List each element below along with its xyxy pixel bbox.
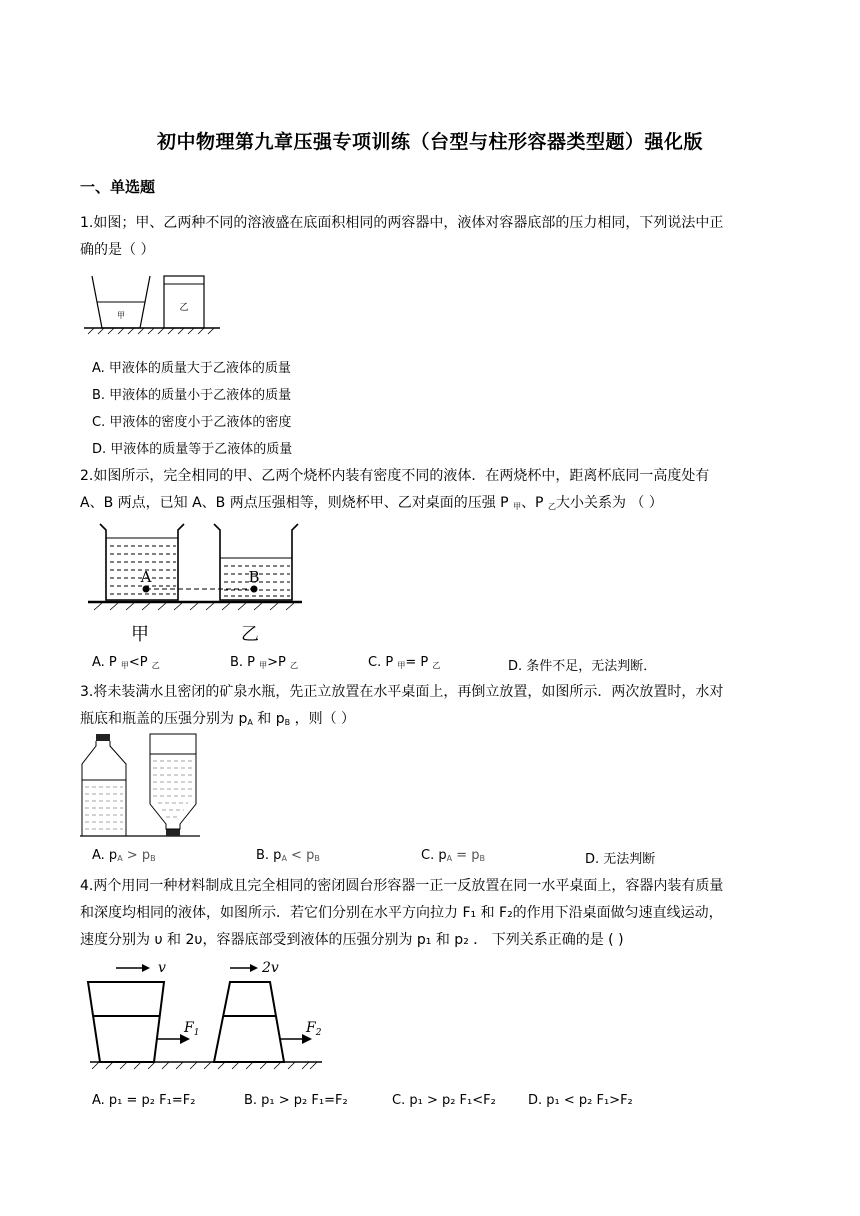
q2-option-a[interactable]: A. P $_甲$<P $_乙$ (92, 655, 160, 670)
q2-option-c[interactable]: C. P $_甲$= P $_乙$ (368, 655, 441, 670)
q4-figure (84, 958, 330, 1070)
q4-option-a[interactable]: A. p₁ = p₂ F₁=F₂ (92, 1093, 196, 1108)
q4-stem-line2: 和深度均相同的液体，如图所示．若它们分别在水平方向拉力 F₁ 和 F₂的作用下沿桌面做匀速直线运动， (80, 905, 723, 921)
q2-sub-yi: 乙 (547, 502, 556, 511)
q2-stem-text: A、B 两点，已知 A、B 两点压强相等，则烧杯甲、乙对桌面的压强 P (80, 495, 514, 511)
q2-point-a-label: A (140, 568, 152, 586)
q2-option-b[interactable]: B. P $_甲$>P $_乙$ (230, 655, 299, 670)
q4-stem-line1: 4.两个用同一种材料制成且完全相同的密闭圆台形容器一正一反放置在同一水平桌面上，容器内装有质量 (80, 878, 724, 894)
q3-figure (80, 732, 202, 840)
q1-fig-label-jia: 甲 (117, 311, 125, 320)
q2-stem-line1: 2.如图所示，完全相同的甲、乙两个烧杯内装有密度不同的液体．在两烧杯中，距离杯底同一高度处有 (80, 468, 710, 484)
q3-option-d[interactable]: D. 无法判断 (585, 852, 656, 867)
page-title: 初中物理第九章压强专项训练（台型与柱形容器类型题）强化版 (156, 131, 703, 153)
q3-option-b[interactable]: B. $p_A < p_B$ (256, 848, 320, 863)
q4-v-label: v (158, 960, 166, 976)
q1-stem-line1: 1.如图；甲、乙两种不同的溶液盛在底面积相同的两容器中，液体对容器底部的压力相同，下列说法中正 (80, 215, 724, 231)
q4-option-d[interactable]: D. p₁ < p₂ F₁>F₂ (528, 1093, 633, 1108)
q2-label-yi: 乙 (241, 624, 259, 645)
q1-option-a[interactable]: A. 甲液体的质量大于乙液体的质量 (92, 361, 291, 376)
q4-option-b[interactable]: B. p₁ > p₂ F₁=F₂ (244, 1093, 348, 1108)
q2-point-b-label: B (248, 568, 260, 586)
section-heading: 一、单选题 (80, 178, 156, 196)
q1-stem-line2: 确的是（ ） (80, 242, 155, 258)
q3-stem-line1: 3.将未装满水且密闭的矿泉水瓶，先正立放置在水平桌面上，再倒立放置，如图所示．两次放置时，水对 (80, 684, 724, 700)
q1-option-c[interactable]: C. 甲液体的密度小于乙液体的密度 (92, 415, 292, 430)
q1-option-d[interactable]: D. 甲液体的质量等于乙液体的质量 (92, 442, 293, 457)
q2-option-d[interactable]: D. 条件不足，无法判断． (508, 659, 657, 674)
q2-stem-line2 (80, 492, 663, 512)
q1-figure (84, 270, 220, 336)
q2-stem-mid: 、P (521, 495, 548, 511)
q2-sub-jia: 甲 (513, 502, 522, 511)
q2-label-jia: 甲 (131, 624, 149, 645)
q4-option-c[interactable]: C. p₁ > p₂ F₁<F₂ (392, 1093, 496, 1108)
q4-f1-label: $F_1$ (184, 1020, 200, 1038)
q3-stem-line2: 瓶底和瓶盖的压强分别为 $p_A$ 和 $p_B$ ，则（ ） (80, 711, 356, 727)
q3-option-a[interactable]: A. $p_A > p_B$ (92, 848, 156, 863)
q2-figure (88, 520, 308, 646)
q3-option-c[interactable]: C. $p_A = p_B$ (421, 848, 486, 863)
q2-stem-end: 大小关系为 （ ） (555, 495, 663, 511)
q1-fig-label-yi: 乙 (179, 303, 189, 313)
q4-2v-label: 2v (262, 960, 279, 976)
q4-f2-label: $F_2$ (306, 1020, 322, 1038)
q1-option-b[interactable]: B. 甲液体的质量小于乙液体的质量 (92, 388, 292, 403)
q4-stem-line3: 速度分别为 υ 和 2υ，容器底部受到液体的压强分别为 p₁ 和 p₂ ． 下列关系正确的是 ( ) (80, 932, 624, 948)
